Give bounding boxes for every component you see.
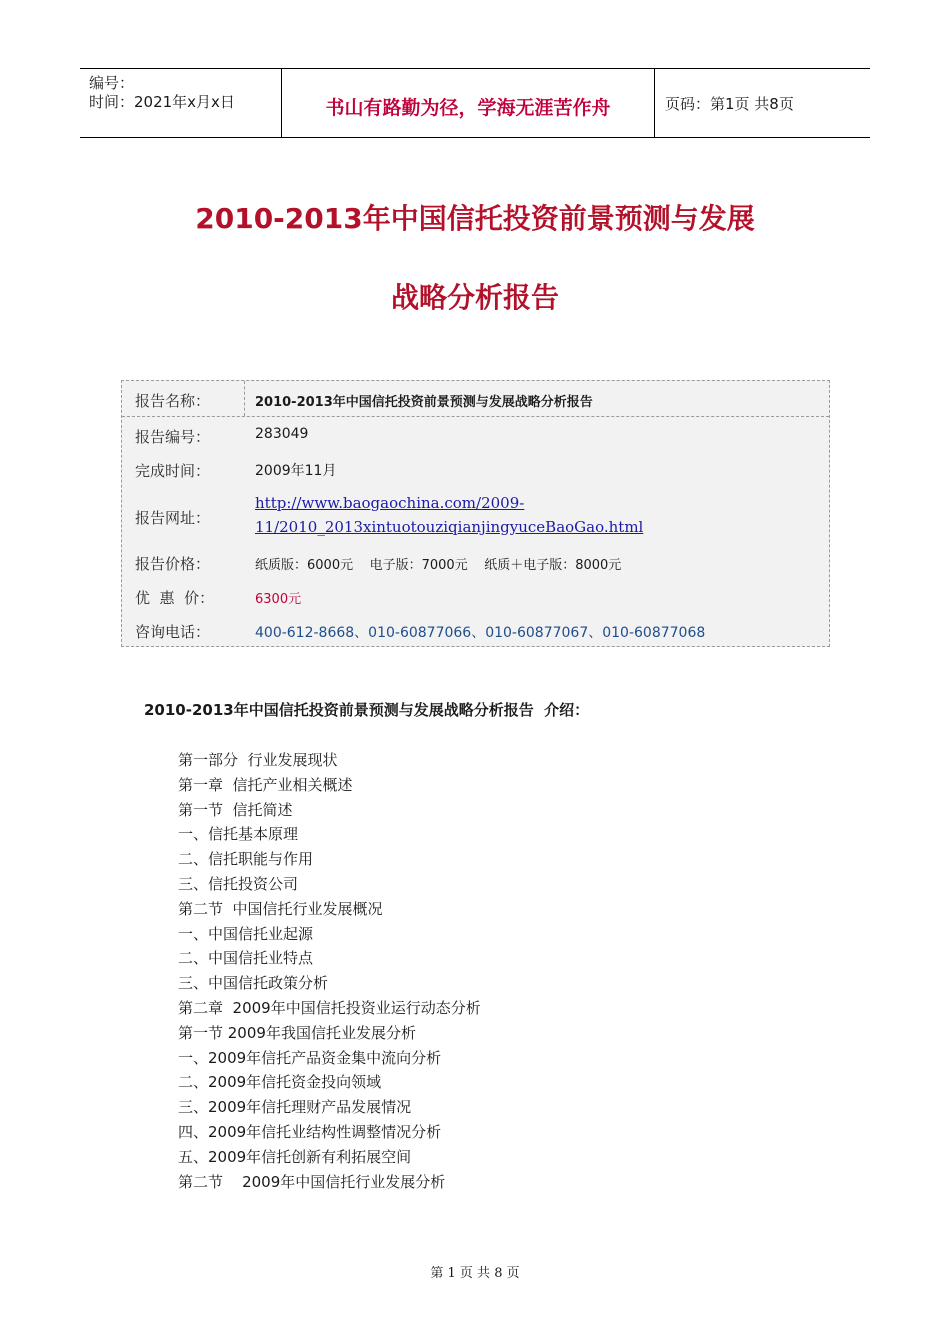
report-url-line1[interactable]: http://www.baogaochina.com/2009- bbox=[255, 494, 525, 512]
toc-item: 第二节 2009年中国信托行业发展分析 bbox=[178, 1172, 446, 1191]
info-label-name: 报告名称： bbox=[135, 392, 211, 410]
info-label-number: 报告编号： bbox=[135, 428, 211, 446]
info-value-price: 纸质版：6000元 电子版：7000元 纸质＋电子版：8000元 bbox=[255, 558, 622, 573]
toc-item: 第二章 2009年中国信托投资业运行动态分析 bbox=[178, 998, 481, 1017]
toc-item: 第一节 2009年我国信托业发展分析 bbox=[178, 1023, 416, 1042]
toc-item: 二、信托职能与作用 bbox=[178, 850, 314, 869]
info-label-discount: 优 惠 价： bbox=[135, 589, 215, 607]
intro-heading: 2010-2013年中国信托投资前景预测与发展战略分析报告 介绍： bbox=[144, 701, 590, 719]
toc-item: 三、2009年信托理财产品发展情况 bbox=[178, 1098, 412, 1117]
header-meta-cell bbox=[80, 69, 282, 137]
toc-item: 三、中国信托政策分析 bbox=[178, 974, 329, 993]
info-value-name: 2010-2013年中国信托投资前景预测与发展战略分析报告 bbox=[255, 395, 593, 410]
info-value-number: 283049 bbox=[255, 426, 309, 442]
toc-item: 一、中国信托业起源 bbox=[178, 924, 314, 943]
info-divider bbox=[244, 381, 245, 416]
toc-item: 四、2009年信托业结构性调整情况分析 bbox=[178, 1122, 442, 1141]
report-title-line1: 2010-2013年中国信托投资前景预测与发展 bbox=[195, 202, 755, 235]
page-header-table bbox=[80, 68, 870, 138]
info-label-price: 报告价格： bbox=[135, 555, 211, 573]
report-url-link[interactable] bbox=[255, 491, 643, 539]
toc-list bbox=[178, 748, 481, 1194]
toc-item: 一、2009年信托产品资金集中流向分析 bbox=[178, 1048, 442, 1067]
toc-item: 三、信托投资公司 bbox=[178, 874, 299, 893]
report-title-line2: 战略分析报告 bbox=[390, 281, 559, 314]
page-footer: 第 1 页 共 8 页 bbox=[430, 1266, 520, 1281]
info-label-url: 报告网址： bbox=[135, 509, 211, 527]
info-value-discount: 6300元 bbox=[255, 592, 302, 607]
report-info-table bbox=[121, 380, 830, 647]
toc-item: 第一节 信托简述 bbox=[178, 800, 293, 819]
toc-item: 第一章 信托产业相关概述 bbox=[178, 775, 353, 794]
info-label-phone: 咨询电话： bbox=[135, 623, 211, 641]
header-page-cell bbox=[655, 69, 870, 137]
page-label: 页码：第1页 共8页 bbox=[665, 95, 794, 113]
info-value-date: 2009年11月 bbox=[255, 463, 337, 479]
info-label-date: 完成时间： bbox=[135, 462, 211, 480]
time-label: 时间：2021年x月x日 bbox=[89, 93, 235, 111]
motto: 书山有路勤为径，学海无涯苦作舟 bbox=[325, 97, 611, 119]
toc-item: 二、2009年信托资金投向领域 bbox=[178, 1073, 382, 1092]
report-url-line2[interactable]: 11/2010_2013xintuotouziqianjingyuceBaoGao.html bbox=[255, 518, 644, 536]
code-label: 编号： bbox=[89, 74, 135, 92]
toc-item: 一、信托基本原理 bbox=[178, 825, 299, 844]
toc-item: 第二节 中国信托行业发展概况 bbox=[178, 899, 383, 918]
info-value-phone: 400-612-8668、010-60877066、010-60877067、010-60877068 bbox=[255, 625, 706, 641]
toc-item: 五、2009年信托创新有利拓展空间 bbox=[178, 1147, 412, 1166]
header-motto-cell bbox=[282, 69, 655, 137]
toc-item: 第一部分 行业发展现状 bbox=[178, 751, 338, 769]
toc-item: 二、中国信托业特点 bbox=[178, 949, 314, 968]
